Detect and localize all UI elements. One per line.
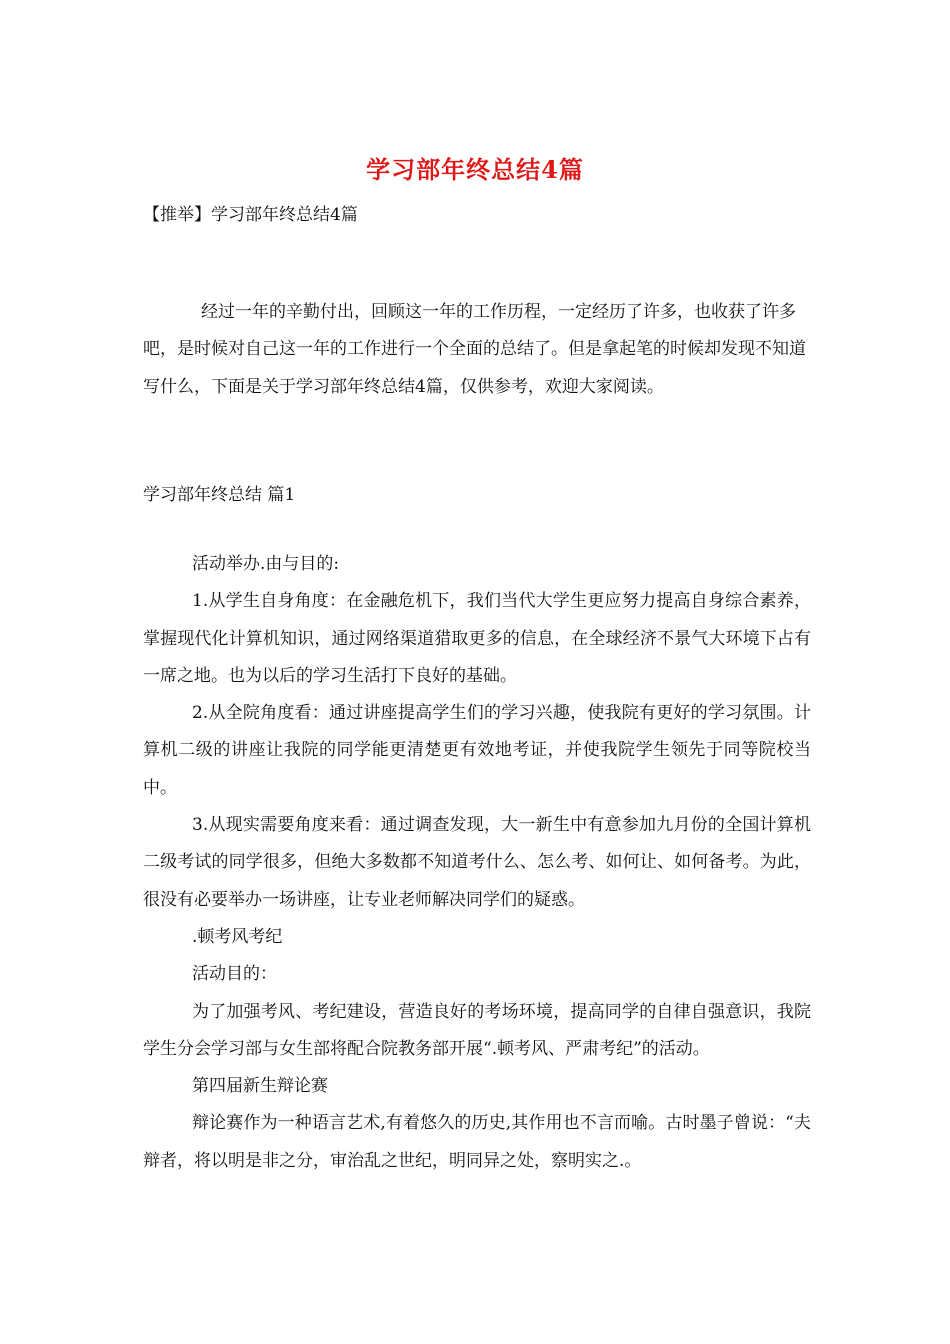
- intro-paragraph: 经过一年的辛勤付出，回顾这一年的工作历程，一定经历了许多，也收获了许多吧，是时候对自己这一年的工作进行一个全面的总结了。但是拿起笔的时候却发现不知道写什么，下面是关于学习部年终总结4篇，仅供参考，欢迎大家阅读。: [143, 302, 806, 397]
- paragraph-point-2: 2.从全院角度看：通过讲座提高学生们的学习兴趣，使我院有更好的学习氛围。计算机二级的讲座让我院的同学能更清楚更有效地考证，并使我院学生领先于同等院校当中。: [143, 703, 811, 798]
- paragraph-debate-heading: 第四届新生辩论赛: [192, 1076, 328, 1097]
- paragraph-debate-detail: 辩论赛作为一种语言艺术,有着悠久的历史,其作用也不言而喻。古时墨子曾说：“夫辩者，将以明是非之分，审治乱之世纪，明同异之处，察明实之.。: [143, 1113, 811, 1171]
- paragraph-point-3: 3.从现实需要角度来看：通过调查发现，大一新生中有意参加九月份的全国计算机二级考试的同学很多，但绝大多数都不知道考什么、怎么考、如何让、如何备考。为此，很没有必要举办一场讲座，让专业老师解决同学们的疑惑。: [143, 815, 811, 910]
- paragraph-exam-discipline: .顿考风考纪: [192, 926, 283, 947]
- paragraph-point-1: 1.从学生自身角度：在金融危机下，我们当代大学生更应努力提高自身综合素养，掌握现代化计算机知识，通过网络渠道猎取更多的信息，在全球经济不景气大环境下占有一席之地。也为以后的学习生活打下良好的基础。: [143, 591, 811, 686]
- document-subtitle: 【推举】学习部年终总结4篇: [143, 205, 358, 225]
- section-heading: 学习部年终总结 篇1: [143, 485, 296, 505]
- document-title: 学习部年终总结4篇: [366, 155, 584, 184]
- paragraph-purpose-detail: 为了加强考风、考纪建设，营造良好的考场环境，提高同学的自律自强意识，我院学生分会学习部与女生部将配合院教务部开展“.顿考风、严肃考纪”的活动。: [143, 1001, 811, 1059]
- paragraph-activity-reason: 活动举办.由与目的:: [192, 554, 340, 574]
- section-content: [143, 546, 811, 1180]
- paragraph-activity-purpose: 活动目的：: [192, 964, 277, 985]
